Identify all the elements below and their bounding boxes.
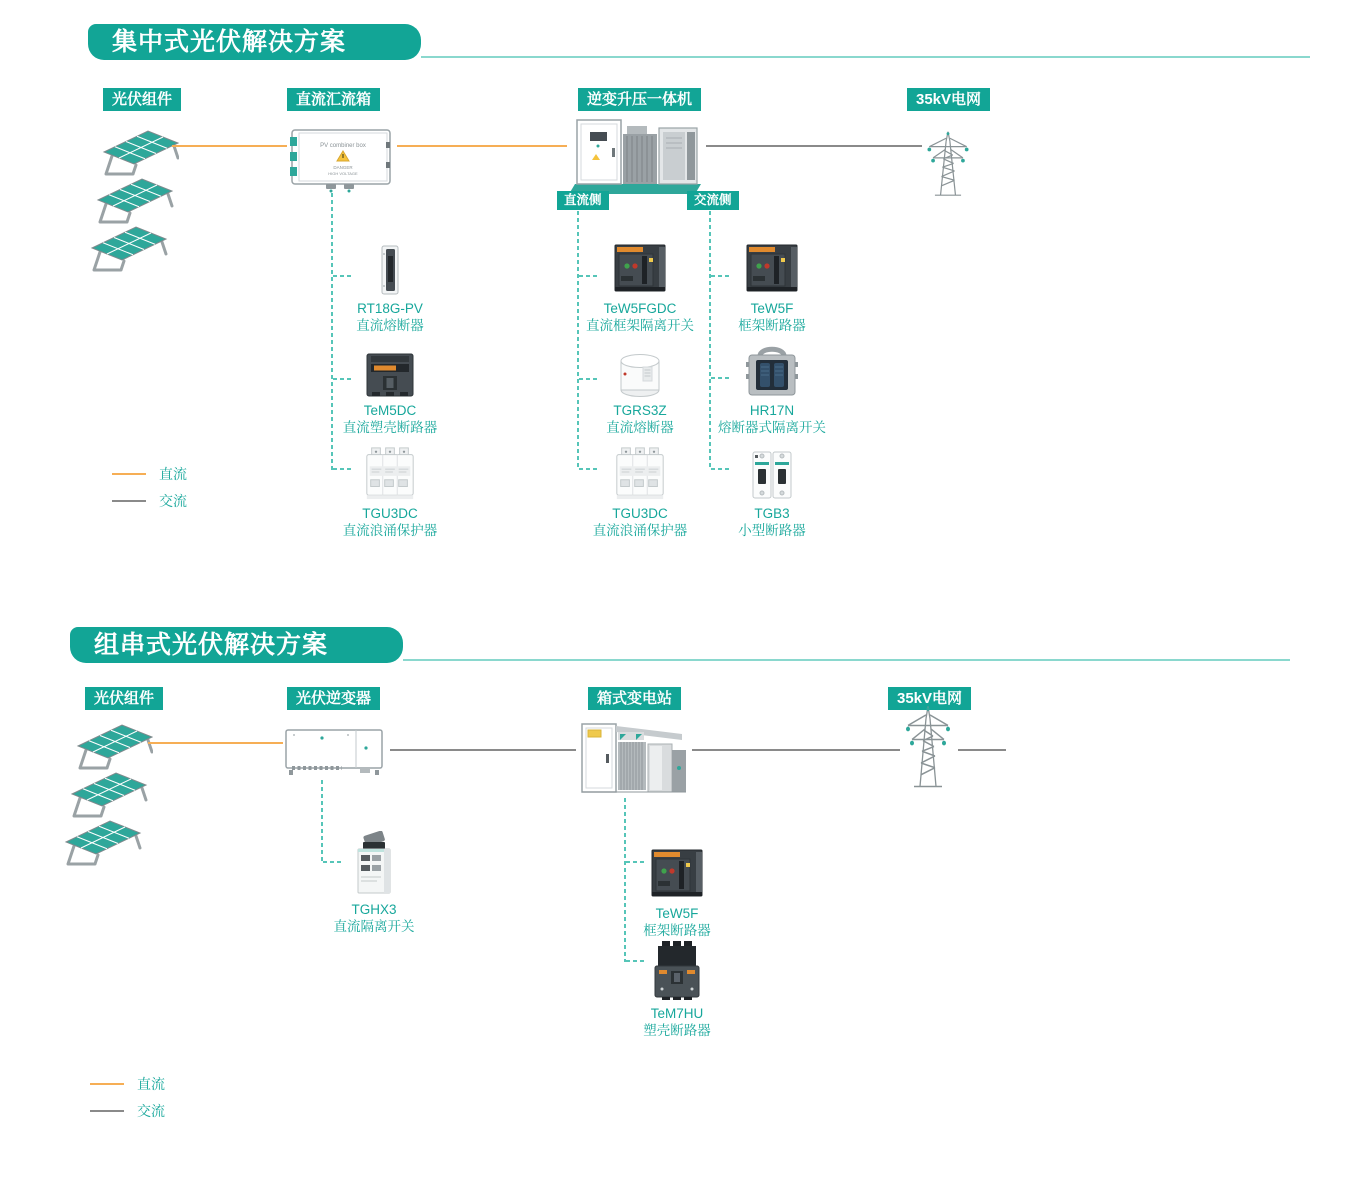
solar-panel-array-icon-2: [58, 718, 153, 870]
product-image-tgb3: [751, 449, 793, 501]
product-image-tew5fgdc: [609, 242, 671, 296]
product-image-tgu3dc: [612, 445, 668, 501]
ac-line-inverter-to-substation: [390, 749, 576, 751]
legend-ac-line: [112, 500, 146, 502]
product-tgrs3z: [565, 352, 715, 436]
node-pv-modules-2: 光伏组件: [85, 687, 163, 710]
dc-line-combiner-to-inverter: [397, 145, 567, 147]
node-combiner-box: 直流汇流箱: [287, 88, 380, 111]
solar-panel-array-icon: [84, 124, 179, 276]
side-label-ac: 交流侧: [687, 191, 739, 210]
product-image-tew5f: [646, 847, 708, 901]
product-tem7hu: [602, 939, 752, 1039]
combiner-box-danger-text: DANGER: [333, 165, 353, 170]
legend-dc-label: 直流: [159, 466, 187, 482]
legend-dc-row: [90, 1076, 165, 1092]
legend-dc-line: [90, 1083, 124, 1085]
product-desc: 直流熔断器: [606, 420, 674, 435]
node-grid-1: 35kV电网: [907, 88, 990, 111]
product-tgu3dc-1: [315, 445, 465, 539]
ac-line-substation-to-grid: [692, 749, 900, 751]
product-image-tew5f: [741, 242, 803, 296]
product-tew5f-1: [697, 242, 847, 334]
legend-dc-row: [112, 466, 187, 482]
ac-line-inverter-to-grid-1: [706, 145, 922, 147]
product-desc: 塑壳断路器: [643, 1023, 711, 1038]
product-model: TGU3DC: [362, 506, 418, 521]
section2-title: [70, 627, 403, 663]
dc-line-panels-to-inverter: [148, 742, 283, 744]
product-image-tgu3dc: [362, 445, 418, 501]
product-model: TeM5DC: [363, 403, 417, 418]
product-tew5fgdc: [565, 242, 715, 334]
product-tgu3dc-2: [565, 445, 715, 539]
legend-2: [90, 1076, 165, 1130]
product-model: TGRS3Z: [613, 403, 667, 418]
product-model: TGHX3: [351, 902, 397, 917]
inverter-station-icon: [565, 110, 707, 198]
product-model: RT18G-PV: [357, 301, 423, 316]
legend-ac-row: [90, 1103, 165, 1119]
product-model: TeW5F: [750, 301, 794, 316]
section1-title-text: 集中式光伏解决方案: [112, 28, 347, 56]
legend-1: [112, 466, 187, 520]
legend-ac-row: [112, 493, 187, 509]
dc-line-panels-to-combiner: [172, 145, 287, 147]
product-model: TGB3: [754, 506, 790, 521]
product-model: TeW5F: [655, 906, 699, 921]
section1-title: [88, 24, 421, 60]
section2-title-text: 组串式光伏解决方案: [94, 631, 329, 659]
product-model: HR17N: [749, 403, 795, 418]
legend-ac-label: 交流: [137, 1103, 165, 1119]
product-model: TGU3DC: [612, 506, 668, 521]
combiner-box-icon: [286, 124, 398, 194]
product-image-tem7hu: [650, 939, 704, 1001]
legend-ac-label: 交流: [159, 493, 187, 509]
legend-dc-label: 直流: [137, 1076, 165, 1092]
string-inverter-icon: [282, 724, 388, 778]
product-desc: 直流隔离开关: [333, 919, 415, 934]
product-desc: 小型断路器: [738, 523, 806, 538]
product-tew5f-2: [602, 847, 752, 939]
node-inverter-station: 逆变升压一体机: [578, 88, 701, 111]
product-image-hr17n: [744, 344, 800, 398]
product-desc: 直流塑壳断路器: [342, 420, 438, 435]
node-string-inverter: 光伏逆变器: [287, 687, 380, 710]
ac-line-grid-out: [958, 749, 1006, 751]
product-model: TeW5FGDC: [603, 301, 677, 316]
combiner-box-title-text: PV combiner box: [320, 143, 366, 149]
product-desc: 直流浪涌保护器: [592, 523, 688, 538]
product-hr17n: [697, 344, 847, 436]
product-image-tghx3: [349, 831, 399, 897]
transmission-tower-icon-2: [898, 702, 958, 790]
product-model: TeM7HU: [650, 1006, 704, 1021]
product-rt18g-pv: [315, 244, 465, 334]
node-grid-2: 35kV电网: [888, 687, 971, 710]
product-image-tgrs3z: [615, 352, 665, 398]
product-tghx3: [299, 831, 449, 935]
product-desc: 框架断路器: [738, 318, 806, 333]
box-substation-icon: [576, 716, 690, 798]
product-image-tem5dc: [362, 352, 418, 398]
product-desc: 熔断器式隔离开关: [718, 420, 826, 435]
transmission-tower-icon-1: [918, 128, 978, 198]
product-tgb3: [697, 449, 847, 539]
product-desc: 直流浪涌保护器: [342, 523, 438, 538]
product-image-rt18g-pv: [379, 244, 401, 296]
product-desc: 直流框架隔离开关: [586, 318, 694, 333]
combiner-box-voltage-text: HIGH VOLTAGE: [328, 171, 358, 176]
section2-title-rule: [403, 659, 1290, 661]
legend-dc-line: [112, 473, 146, 475]
product-desc: 框架断路器: [643, 923, 711, 938]
section1-title-rule: [421, 56, 1310, 58]
product-desc: 直流熔断器: [356, 318, 424, 333]
legend-ac-line: [90, 1110, 124, 1112]
node-pv-modules-1: 光伏组件: [103, 88, 181, 111]
product-tem5dc: [315, 352, 465, 436]
side-label-dc: 直流侧: [557, 191, 609, 210]
node-substation: 箱式变电站: [588, 687, 681, 710]
